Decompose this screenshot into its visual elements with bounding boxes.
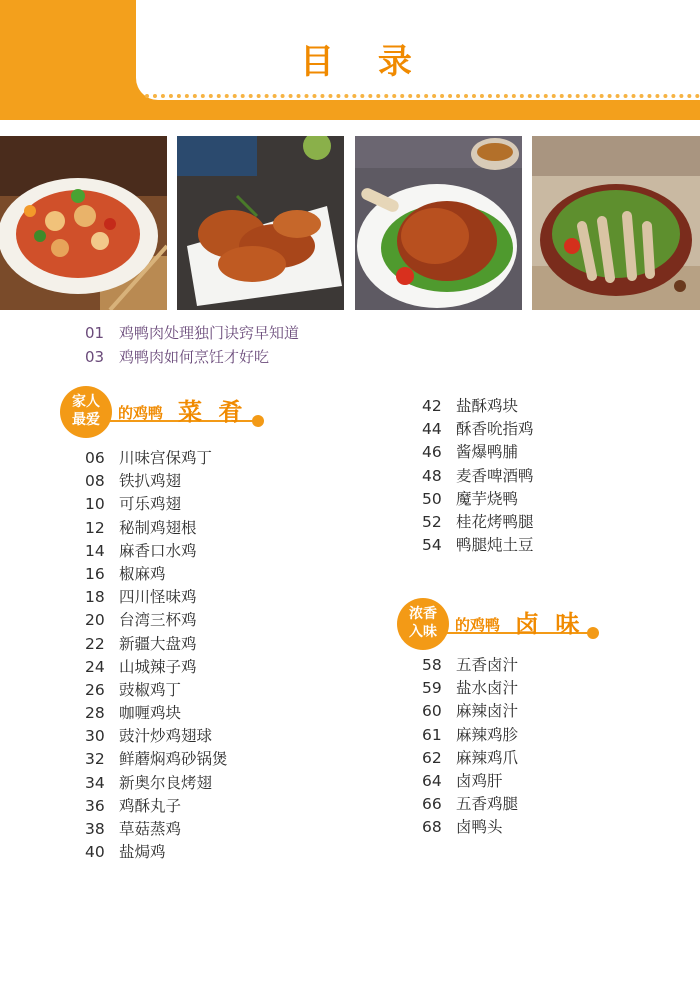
page-number: 38 [85,820,105,838]
page-number: 06 [85,449,105,467]
section-header-dishes [60,386,270,436]
page-number: 24 [85,657,105,676]
badge-line: 入味 [409,624,437,640]
recipe-title: 新疆大盘鸡 [119,634,197,653]
intro-title: 鸡鸭肉如何烹饪才好吃 [119,348,270,366]
recipe-title: 卤鸭头 [456,818,503,837]
photo-strip [0,136,700,310]
recipe-title: 新奥尔良烤翅 [119,773,213,792]
list-item[interactable] [422,440,534,463]
list-item[interactable] [85,840,228,863]
list-item[interactable] [422,417,534,440]
recipe-title: 麦香啤酒鸭 [456,466,534,485]
recipe-title: 酱爆鸭脯 [456,443,519,462]
list-item[interactable] [422,815,518,838]
page-number: 59 [422,679,442,698]
section-badge [397,598,449,650]
list-item[interactable] [85,678,228,701]
section-badge [60,386,112,438]
page-number: 44 [422,420,442,439]
page-number: 68 [422,818,442,837]
list-item[interactable] [85,492,228,515]
section-line-dot [252,415,264,427]
list-item[interactable] [85,585,228,608]
header-band [0,0,700,120]
page-number: 50 [422,489,442,508]
list-item[interactable] [422,653,518,676]
list-item[interactable] [422,746,518,769]
page-number: 16 [85,564,105,583]
page-number: 62 [422,748,442,767]
kung-pao-chicken-photo [0,136,167,310]
list-item[interactable] [85,469,228,492]
list-item[interactable] [85,539,228,562]
page-number: 58 [422,656,442,674]
recipe-title: 盐酥鸡块 [456,397,519,415]
section-header-braised [397,598,607,648]
list-item[interactable] [422,792,518,815]
page-number: 22 [85,634,105,653]
page-number: 66 [422,795,442,814]
page-number: 14 [85,541,105,560]
dotted-divider [145,94,700,98]
page-number: 30 [85,727,105,746]
recipe-title: 可乐鸡翅 [119,495,182,514]
intro-item[interactable] [85,346,269,367]
page-number: 10 [85,495,105,514]
page-number: 28 [85,704,105,723]
badge-line: 浓香 [409,606,437,622]
recipe-title: 豉汁炒鸡翅球 [119,727,213,746]
list-item[interactable] [85,701,228,724]
page-number: 61 [422,725,442,744]
page-number: 60 [422,702,442,721]
recipe-title: 豉椒鸡丁 [119,680,182,699]
page-title: 目 录 [300,42,428,82]
list-item[interactable] [422,699,518,722]
page-number: 26 [85,680,105,699]
list-item[interactable] [422,510,534,533]
recipe-title: 盐水卤汁 [456,679,519,698]
recipe-list-dishes [85,446,228,863]
list-item[interactable] [85,608,228,631]
page-number: 03 [85,348,105,366]
list-item[interactable] [422,533,534,556]
list-item[interactable] [85,562,228,585]
list-item[interactable] [85,655,228,678]
page-number: 12 [85,518,105,537]
list-item[interactable] [422,394,534,417]
page-number: 01 [85,324,105,342]
recipe-title: 椒麻鸡 [119,564,166,583]
list-item[interactable] [422,487,534,510]
intro-item[interactable] [85,322,299,343]
list-item[interactable] [422,723,518,746]
recipe-title: 五香卤汁 [456,656,519,674]
recipe-title: 麻辣鸡胗 [456,725,519,744]
recipe-title: 卤鸡肝 [456,771,503,790]
section-title: 卤 味 [515,610,584,638]
recipe-list-braised [422,653,518,839]
recipe-title: 咖喱鸡块 [119,704,182,723]
recipe-title: 铁扒鸡翅 [119,472,182,491]
recipe-title: 四川怪味鸡 [119,588,197,607]
badge-line: 最爱 [72,412,100,428]
braised-chicken-feet-photo [532,136,700,310]
recipe-title: 麻香口水鸡 [119,541,197,560]
recipe-title: 川味宫保鸡丁 [119,449,213,467]
recipe-title: 鸡酥丸子 [119,796,182,815]
recipe-title: 台湾三杯鸡 [119,611,197,630]
page-number: 36 [85,796,105,815]
page-number: 46 [422,443,442,462]
page-number: 54 [422,536,442,555]
recipe-title: 酥香吮指鸡 [456,420,534,439]
list-item[interactable] [422,676,518,699]
badge-line: 家人 [72,394,100,410]
recipe-title: 山城辣子鸡 [119,657,197,676]
list-item[interactable] [85,771,228,794]
recipe-title: 魔芋烧鸭 [456,489,519,508]
page-number: 08 [85,472,105,491]
page-number: 52 [422,512,442,531]
list-item[interactable] [85,446,228,469]
page-number: 18 [85,588,105,607]
page-number: 20 [85,611,105,630]
list-item[interactable] [85,724,228,747]
page-number: 34 [85,773,105,792]
recipe-title: 五香鸡腿 [456,795,519,814]
list-item[interactable] [422,769,518,792]
page-number: 42 [422,397,442,415]
intro-title: 鸡鸭肉处理独门诀窍早知道 [119,324,300,342]
page-number: 32 [85,750,105,769]
page-number: 40 [85,843,105,862]
page-number: 64 [422,771,442,790]
list-item[interactable] [85,516,228,539]
list-item[interactable] [85,817,228,840]
section-title: 菜 肴 [178,398,247,426]
list-item[interactable] [85,747,228,770]
recipe-title: 麻辣鸡爪 [456,748,519,767]
section-subtitle: 的鸡鸭 [118,404,164,422]
section-subtitle: 的鸡鸭 [455,616,501,634]
recipe-title: 盐焗鸡 [119,843,166,862]
recipe-title: 鲜蘑焖鸡砂锅煲 [119,750,228,769]
recipe-title: 桂花烤鸭腿 [456,512,534,531]
recipe-list-dishes-continued [422,394,534,556]
page-number: 48 [422,466,442,485]
section-line-dot [587,627,599,639]
recipe-title: 草菇蒸鸡 [119,820,182,838]
recipe-title: 麻辣卤汁 [456,702,519,721]
glazed-chicken-wings-photo [177,136,344,310]
list-item[interactable] [422,464,534,487]
roast-duck-leg-photo [355,136,522,310]
list-item[interactable] [85,794,228,817]
recipe-title: 秘制鸡翅根 [119,518,197,537]
list-item[interactable] [85,632,228,655]
recipe-title: 鸭腿炖土豆 [456,536,534,555]
